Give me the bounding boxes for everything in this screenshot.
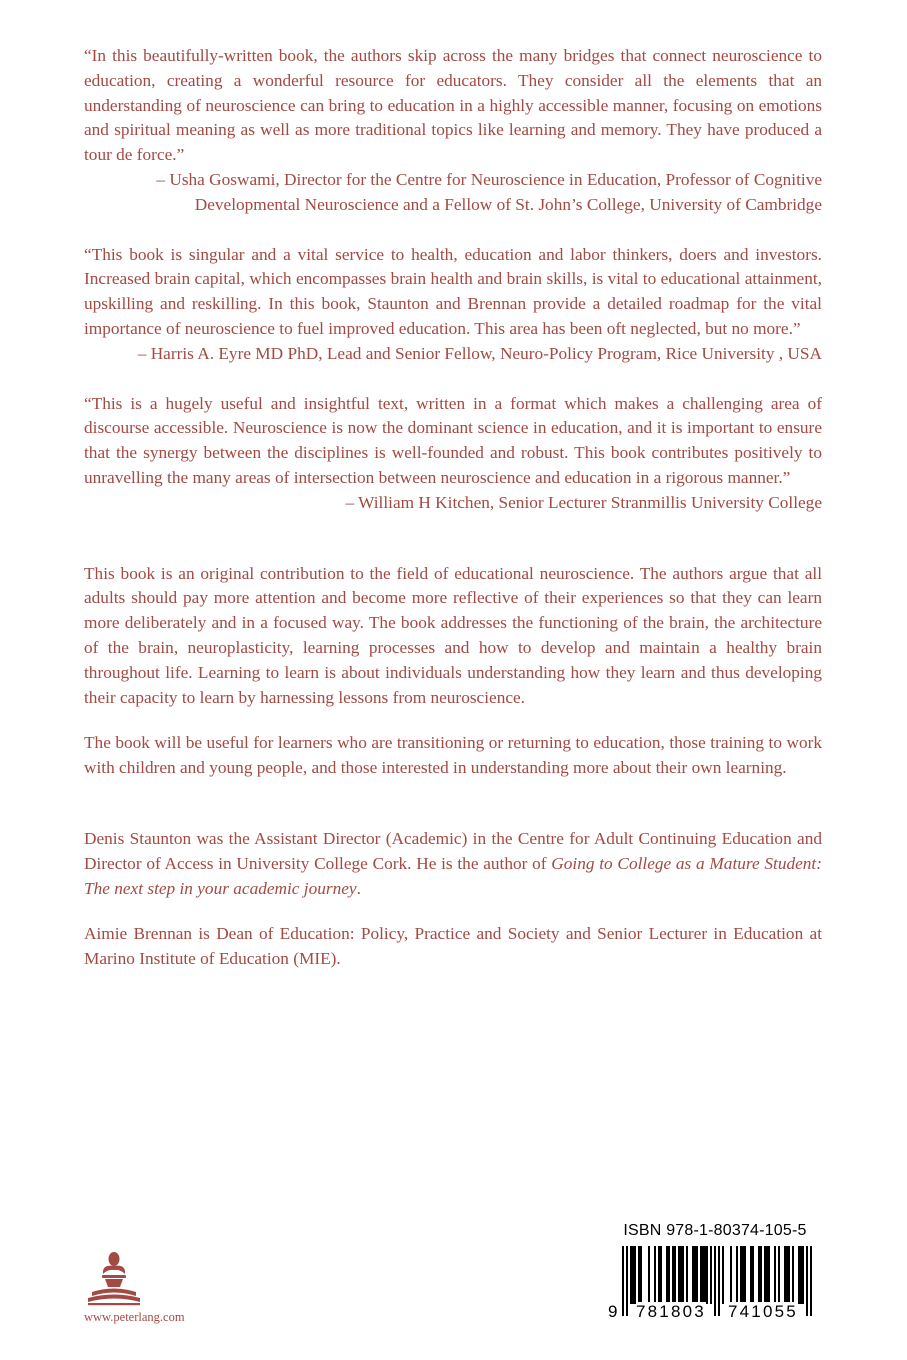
back-cover-text — [84, 44, 822, 972]
barcode-bar — [634, 1246, 636, 1304]
barcode-bar — [730, 1246, 732, 1304]
spacer — [84, 367, 822, 392]
barcode-bar — [766, 1246, 768, 1304]
barcode-bar — [736, 1246, 738, 1304]
publisher-logo-graphic — [84, 1252, 144, 1308]
attribution-goswami-line2: Developmental Neuroscience and a Fellow of St. John’s College, University of Cambridge — [194, 194, 822, 214]
author-bio-brennan: Aimie Brennan is Dean of Education: Policy, Practice and Society and Senior Lecturer in Education at Marino Institute of Education (MIE). — [84, 924, 822, 969]
barcode-bar — [632, 1246, 634, 1304]
barcode-bar — [704, 1246, 706, 1304]
barcode-bar — [626, 1246, 628, 1316]
quote-eyre: “This book is singular and a vital service to health, education and labor thinkers, doers and investors. Increased brain capital, which encompasses brain health and brain skills, is vital to educational attainment, upskilling and reskilling. In this book, Staunton and Brennan provide a detailed roadmap for the vital importance of neuroscience to fuel improved education. This area has been oft neglected, but no more.” — [84, 244, 822, 338]
barcode-bar — [750, 1246, 752, 1304]
barcode-bar — [768, 1246, 770, 1304]
barcode-bar — [700, 1246, 702, 1304]
barcode-bar — [752, 1246, 754, 1304]
barcode-bar — [764, 1246, 766, 1304]
isbn-label: ISBN 978-1-80374-105-5 — [623, 1222, 807, 1239]
barcode-bar — [668, 1246, 670, 1304]
barcode-bar — [696, 1246, 698, 1304]
barcode-bar — [788, 1246, 790, 1304]
barcode-bar — [686, 1246, 688, 1304]
barcode-digits-right: 741055 — [728, 1302, 798, 1321]
attribution-kitchen: – William H Kitchen, Senior Lecturer Stranmillis University College — [345, 492, 822, 512]
barcode-digit-first: 9 — [608, 1302, 620, 1321]
barcode-digits-left: 781803 — [636, 1302, 706, 1321]
barcode-bar — [744, 1246, 746, 1304]
description-paragraph-2: The book will be useful for learners who are transitioning or returning to education, those training to work with children and young people, and those interested in understanding more about their own learning. — [84, 733, 822, 778]
barcode-bar — [714, 1246, 716, 1316]
barcode-bar — [694, 1246, 696, 1304]
barcode-bar — [786, 1246, 788, 1304]
author-bio-staunton — [84, 827, 822, 901]
barcode-bar — [680, 1246, 682, 1304]
attribution-eyre: – Harris A. Eyre MD PhD, Lead and Senior Fellow, Neuro-Policy Program, Rice University , USA — [137, 343, 822, 363]
spacer — [84, 901, 822, 922]
quote-kitchen: “This is a hugely useful and insightful text, written in a format which makes a challenging area of discourse accessible. Neuroscience is now the dominant science in education, and it is important to ensure that the synergy between the disciplines is well-founded and robust. This book contributes positively to unravelling the many areas of intersection between neuroscience and education in a rigorous manner.” — [84, 393, 822, 487]
barcode-bar — [692, 1246, 694, 1304]
barcode-bar — [678, 1246, 680, 1304]
barcode-bar — [666, 1246, 668, 1304]
barcode-bar — [630, 1246, 632, 1304]
spacer — [84, 218, 822, 243]
barcode-bar — [672, 1246, 674, 1304]
barcode-bar — [674, 1246, 676, 1304]
barcode-bar — [658, 1246, 660, 1304]
peter-lang-logo-icon — [84, 1252, 144, 1308]
barcode-bar — [740, 1246, 742, 1304]
staunton-bio-end: . — [356, 878, 361, 898]
barcode-bar — [802, 1246, 804, 1304]
publisher-url[interactable]: www.peterlang.com — [84, 1310, 185, 1324]
barcode-bar — [660, 1246, 662, 1304]
spacer — [84, 781, 822, 827]
barcode-bar — [640, 1246, 642, 1304]
barcode-bar — [742, 1246, 744, 1304]
attribution-goswami-line1: – Usha Goswami, Director for the Centre for Neuroscience in Education, Professor of Cognitive — [156, 169, 822, 189]
barcode-bar — [798, 1246, 800, 1304]
quote-goswami: “In this beautifully-written book, the authors skip across the many bridges that connect neuroscience to education, creating a wonderful resource for educators. They consider all the elements that an understanding of neuroscience can bring to education in a highly accessible manner, focusing on emotions and spiritual meaning as well as more traditional topics like learning and memory. They have produced a tour de force.” — [84, 46, 822, 165]
staunton-book-title: Going to College as a Mature Student: The next step in your academic journey — [84, 853, 822, 898]
barcode-bar — [648, 1246, 650, 1304]
isbn-barcode — [608, 1222, 822, 1330]
spacer — [84, 710, 822, 731]
barcode-bar — [758, 1246, 760, 1304]
barcode-bar — [710, 1246, 712, 1304]
staunton-bio-text: Denis Staunton was the Assistant Director (Academic) in the Centre for Adult Continuing Education and Director of Access in University College Cork. He is the author of — [84, 828, 822, 873]
barcode-bar — [682, 1246, 684, 1304]
description-paragraph-1: This book is an original contribution to the field of educational neuroscience. The authors argue that all adults should pay more attention and become more reflective of their experiences so that they can learn more deliberately and in a focused way. The book addresses the functioning of the brain, the architecture of the brain, neuroplasticity, learning processes and how to develop and maintain a healthy brain throughout life. Learning to learn is about individuals understanding how they learn and thus developing their capacity to learn by harnessing lessons from neuroscience. — [84, 563, 822, 707]
barcode-bar — [774, 1246, 776, 1304]
barcode-bar — [638, 1246, 640, 1304]
barcode-bar — [810, 1246, 812, 1316]
barcode-bar — [800, 1246, 802, 1304]
barcode-bar — [706, 1246, 708, 1304]
barcode-bar — [760, 1246, 762, 1304]
barcode-bar — [806, 1246, 808, 1316]
barcode-bar — [622, 1246, 624, 1316]
barcode-bar — [778, 1246, 780, 1304]
barcode-bar — [722, 1246, 724, 1304]
barcode-bar — [784, 1246, 786, 1304]
barcode-bar — [702, 1246, 704, 1304]
barcode-bar — [654, 1246, 656, 1304]
spacer — [84, 516, 822, 562]
barcode-bar — [792, 1246, 794, 1304]
barcode-bar — [718, 1246, 720, 1316]
